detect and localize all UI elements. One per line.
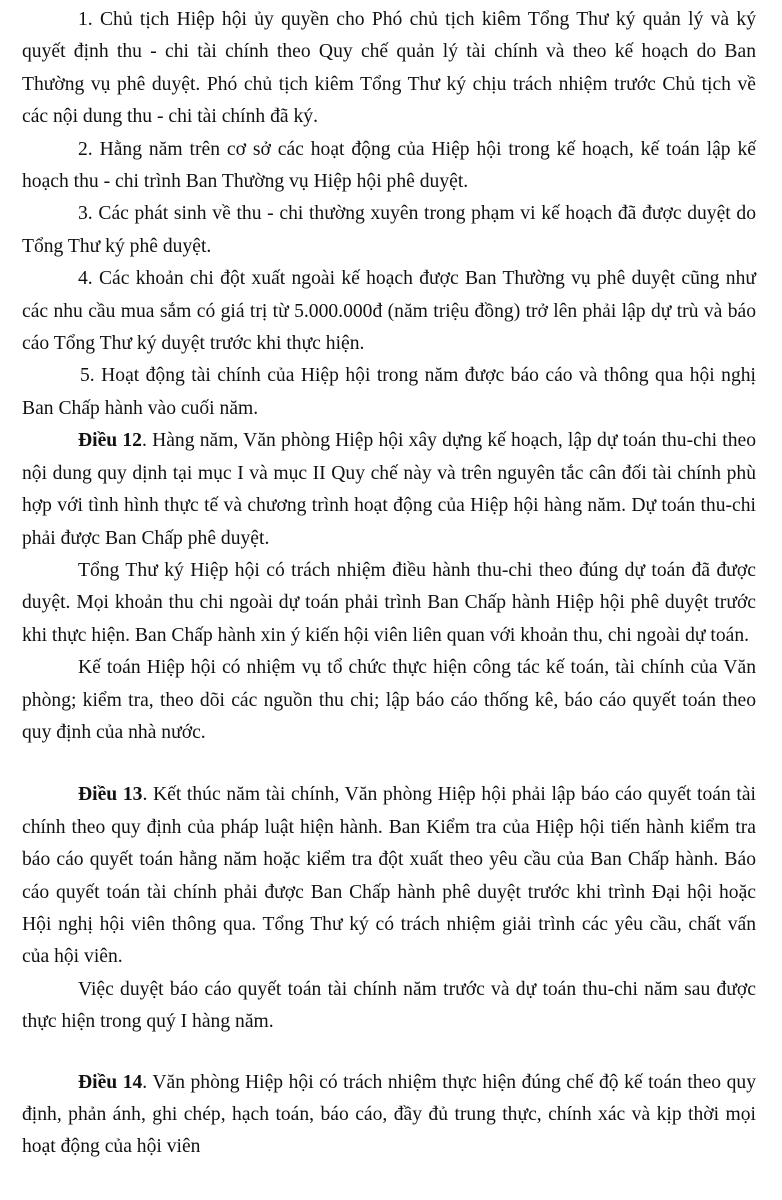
article-12-paragraph-3: Kế toán Hiệp hội có nhiệm vụ tổ chức thực hiện công tác kế toán, tài chính của Văn phòng; kiểm tra, theo dõi các nguồn thu chi; lập báo cáo thống kê, báo cáo quyết toán theo quy định của nhà nước.: [22, 657, 756, 743]
article-13-paragraph-2: Việc duyệt báo cáo quyết toán tài chính năm trước và dự toán thu-chi năm sau được thực hiện trong quý I hàng năm.: [22, 978, 756, 1033]
article-12-text: . Hàng năm, Văn phòng Hiệp hội xây dựng kế hoạch, lập dự toán thu-chi theo nội dung quy dịnh tại mục I và mục II Quy chế này và trên nguyên tắc cân đối tài chính phù hợp với tình hình thực tế và chương trình hoạt động của Hiệp hội hàng năm. Dự toán thu-chi phải được Ban Chấp phê duyệt.: [22, 430, 756, 549]
clause-1: 1. Chủ tịch Hiệp hội ủy quyền cho Phó chủ tịch kiêm Tổng Thư ký quản lý và ký quyết định thu - chi tài chính theo Quy chế quản lý tài chính và theo kế hoạch do Ban Thường vụ phê duyệt. Phó chủ tịch kiêm Tổng Thư ký chịu trách nhiệm trước Chủ tịch về các nội dung thu - chi tài chính đã ký.: [22, 9, 756, 128]
article-12-paragraph-2: Tổng Thư ký Hiệp hội có trách nhiệm điều hành thu-chi theo đúng dự toán đã được duyệt. Mọi khoản thu chi ngoài dự toán phải trình Ban Chấp hành Hiệp hội phê duyệt trước khi thực hiện. Ban Chấp hành xin ý kiến hội viên liên quan với khoản thu, chi ngoài dự toán.: [22, 559, 756, 646]
article-12: [22, 425, 756, 555]
article-14: [22, 1067, 756, 1164]
article-13-label: Điều 13: [78, 784, 143, 806]
clause-2: 2. Hằng năm trên cơ sở các hoạt động của Hiệp hội trong kế hoạch, kế toán lập kế hoạch thu - chi trình Ban Thường vụ Hiệp hội phê duyệt.: [22, 138, 756, 193]
clause-3: 3. Các phát sinh về thu - chi thường xuyên trong phạm vi kế hoạch đã được duyệt do Tổng Thư ký phê duyệt.: [22, 203, 756, 257]
clause-4: 4. Các khoản chi đột xuất ngoài kế hoạch được Ban Thường vụ phê duyệt cũng như các nhu cầu mua sắm có giá trị từ 5.000.000đ (năm triệu đồng) trở lên phải lập dự trù và báo cáo Tổng Thư ký duyệt trước khi thực hiện.: [22, 268, 756, 355]
clause-5: 5. Hoạt động tài chính của Hiệp hội trong năm được báo cáo và thông qua hội nghị Ban Chấp hành vào cuối năm.: [22, 365, 756, 419]
article-13: [22, 779, 756, 973]
spacer: [22, 1039, 756, 1067]
article-14-text: . Văn phòng Hiệp hội có trách nhiệm thực hiện đúng chế độ kế toán theo quy định, phản ánh, ghi chép, hạch toán, báo cáo, đầy đủ trung thực, chính xác và kịp thời mọi hoạt động của hội viên: [22, 1071, 756, 1158]
article-14-label: Điều 14: [78, 1071, 143, 1093]
article-13-text: . Kết thúc năm tài chính, Văn phòng Hiệp hội phải lập báo cáo quyết toán tài chính theo quy định của pháp luật hiện hành. Ban Kiểm tra của Hiệp hội tiến hành kiểm tra báo cáo quyết toán hằng năm hoặc kiểm tra đột xuất theo yêu cầu của Ban Chấp hành. Báo cáo quyết toán tài chính phải được Ban Chấp hành phê duyệt trước khi trình Đại hội hoặc Hội nghị hội viên thông qua. Tổng Thư ký có trách nhiệm giải trình các yêu cầu, chất vấn của hội viên.: [22, 784, 756, 968]
article-12-label: Điều 12: [78, 430, 142, 452]
spacer: [22, 749, 756, 779]
